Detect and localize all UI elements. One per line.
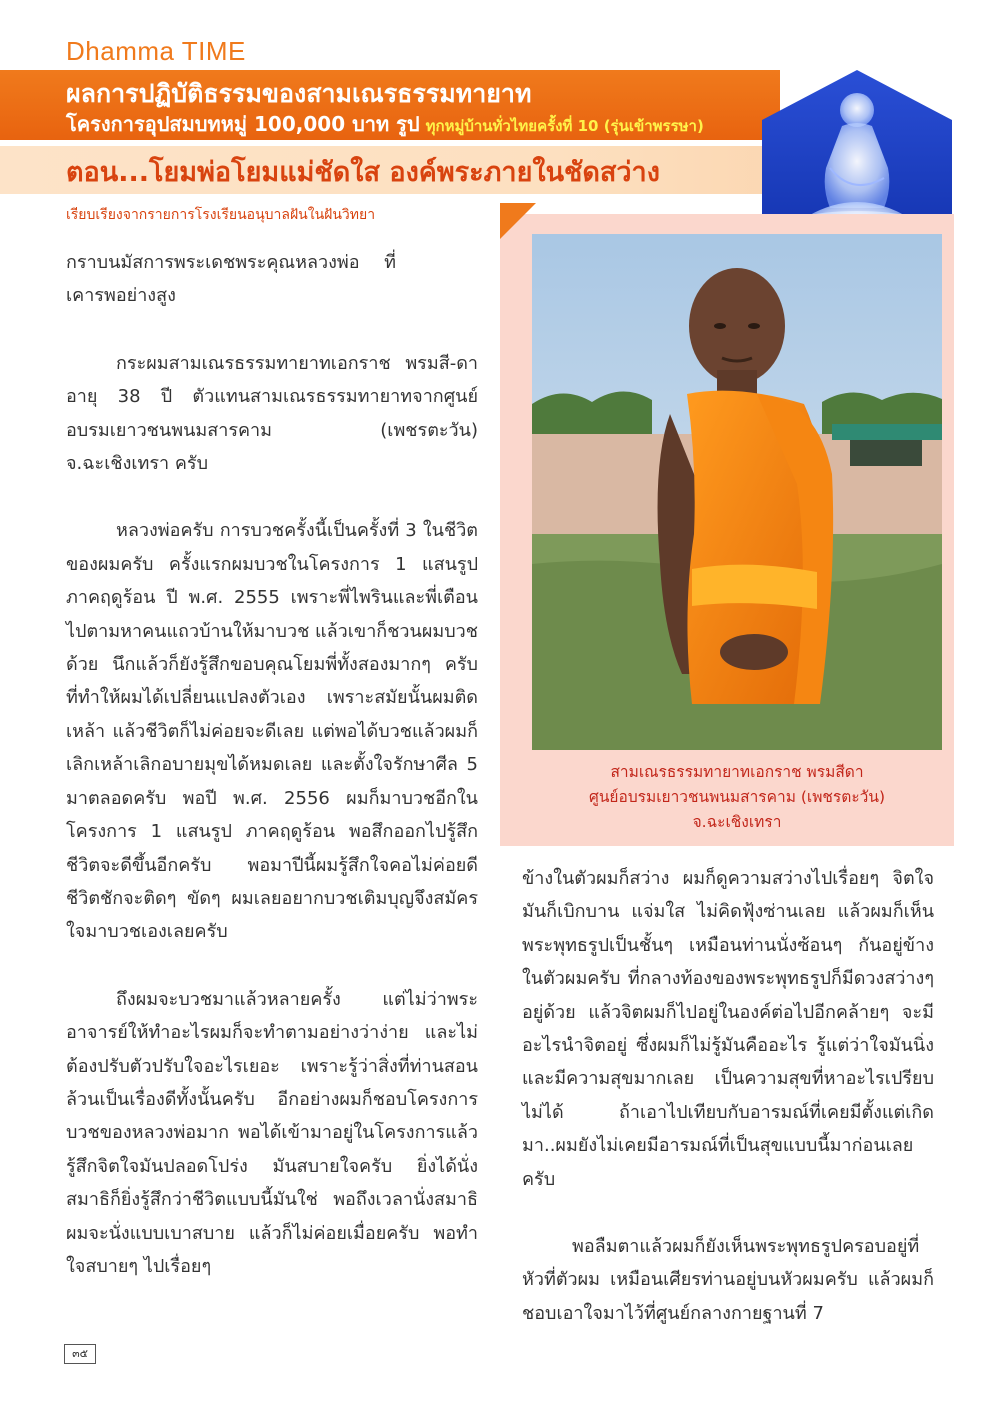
page-number: ๓๕: [64, 1344, 96, 1364]
paragraph: หลวงพ่อครับ การบวชครั้งนี้เป็นครั้งที่ 3 ในชีวิตของผมครับ ครั้งแรกผมบวชในโครงการ 1 แสนรูป ภาคฤดูร้อน ปี พ.ศ. 2555 เพราะพี่ไพรินและพี่เตือนไปตามหาคนแถวบ้านให้มาบวช แล้วเขาก็ชวนผมบวชด้วย นึกแล้วก็ยังรู้สึกขอบคุณโยมพี่ทั้งสองมากๆ ครับ ที่ทำให้ผมได้เปลี่ยนแปลงตัวเอง เพราะสมัยนั้นผมติดเหล้า แล้วชีวิตก็ไม่ค่อยจะดีเลย แต่พอได้บวชแล้วผมก็เลิกเหล้าเลิกอบายมุขได้หมดเลย และตั้งใจรักษาศีล 5 มาตลอดครับ พอปี พ.ศ. 2556 ผมก็มาบวชอีกในโครงการ 1 แสนรูป ภาคฤดูร้อน พอสึกออกไปรู้สึกชีวิตจะดีขึ้นอีกครับ พอมาปีนี้ผมรู้สึกใจคอไม่ค่อยดีชีวิตชักจะติดๆ ขัดๆ ผมเลยอยากบวชเติมบุญจึงสมัครใจมาบวชเองเลยครับ: [66, 520, 478, 943]
project-title: [66, 108, 704, 140]
paragraph: พอลืมตาแล้วผมก็ยังเห็นพระพุทธรูปครอบอยู่ที่หัวที่ตัวผม เหมือนเศียรท่านอยู่บนหัวผมครับ แล้วผมก็ชอบเอาใจมาไว้ที่ศูนย์กลางกายฐานที่ 7: [522, 1236, 934, 1324]
project-title-main: โครงการอุปสมบทหมู่ 100,000 บาท รูป: [66, 112, 420, 136]
salutation: กราบนมัสการพระเดชพระคุณหลวงพ่อ ที่เคารพอย่างสูง: [66, 252, 396, 307]
caption-line: สามเณรธรรมทายาทเอกราช พรมสีดา: [610, 763, 864, 781]
paragraph: ถึงผมจะบวชมาแล้วหลายครั้ง แต่ไม่ว่าพระอาจารย์ให้ทำอะไรผมก็จะทำตามอย่างว่าง่าย และไม่ต้องปรับตัวปรับใจอะไรเยอะ เพราะรู้ว่าสิ่งที่ท่านสอนล้วนเป็นเรื่องดีทั้งนั้นครับ อีกอย่างผมก็ชอบโครงการบวชของหลวงพ่อมาก พอได้เข้ามาอยู่ในโครงการแล้ว รู้สึกจิตใจมันปลอดโปร่ง มันสบายใจครับ ยิ่งได้นั่งสมาธิก็ยิ่งรู้สึกว่าชีวิตแบบนี้มันใช่ พอถึงเวลานั่งสมาธิผมจะนั่งแบบเบาสบาย แล้วก็ไม่ค่อยเมื่อยครับ พอทำใจสบายๆ ไปเรื่อยๆ: [66, 988, 478, 1277]
caption-line: จ.ฉะเชิงเทรา: [692, 813, 782, 831]
episode-title: ตอน...โยมพ่อโยมแม่ชัดใส องค์พระภายในชัดสว่าง: [66, 157, 660, 188]
monk-photo: [532, 234, 942, 750]
paragraph: ข้างในตัวผมก็สว่าง ผมก็ดูความสว่างไปเรื่อยๆ จิตใจมันก็เบิกบาน แจ่มใส ไม่คิดฟุ้งซ่านเลย แล้วผมก็เห็นพระพุทธรูปเป็นชั้นๆ เหมือนท่านนั่งซ้อนๆ กันอยู่ข้างในตัวผมครับ ที่กลางท้องของพระพุทธรูปก็มีดวงสว่างๆ อยู่ด้วย แล้วจิตผมก็ไปอยู่ในองค์ต่อไปอีกคล้ายๆ จะมีอะไรนำจิตอยู่ ซึ่งผมก็ไม่รู้มันคืออะไร รู้แต่ว่าใจมันนิ่งและมีความสุขมากเลย เป็นความสุขที่หาอะไรเปรียบไม่ได้ ถ้าเอาไปเทียบกับอารมณ์ที่เคยมีตั้งแต่เกิดมา..ผมยังไม่เคยมีอารมณ์ที่เป็นสุขแบบนี้มาก่อนเลยครับ: [522, 868, 934, 1190]
article-left-column: [66, 246, 478, 1283]
project-title-highlight: ทุกหมู่บ้านทั่วไทยครั้งที่ 10 (รุ่นเข้าพรรษา): [425, 117, 704, 135]
photo-caption: [532, 760, 942, 835]
article-series-title: ผลการปฏิบัติธรรมของสามเณรธรรมทายาท: [66, 79, 532, 108]
corner-accent: [500, 203, 536, 239]
source-line: เรียบเรียงจากรายการโรงเรียนอนุบาลฝันในฝันวิทยา: [66, 207, 376, 223]
section-label: Dhamma TIME: [66, 36, 246, 66]
paragraph: กระผมสามเณรธรรมทายาทเอกราช พรมสี-ดา อายุ 38 ปี ตัวแทนสามเณรธรรมทายาทจากศูนย์อบรมเยาวชนพนมสารคาม (เพชรตะวัน) จ.ฉะเชิงเทรา ครับ: [66, 352, 478, 475]
caption-line: ศูนย์อบรมเยาวชนพนมสารคาม (เพชรตะวัน): [589, 788, 885, 806]
article-right-column: [522, 862, 934, 1330]
